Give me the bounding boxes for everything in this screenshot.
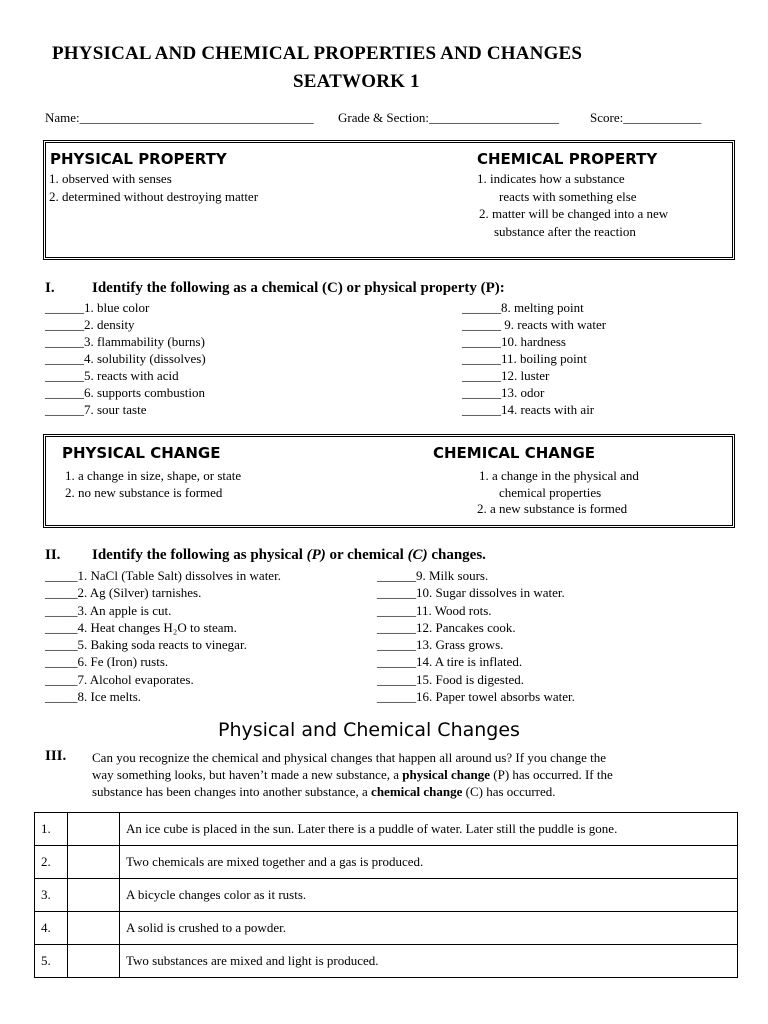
section-3-numeral: III. (45, 748, 67, 764)
list-item: _____7. Alcohol evaporates. (45, 671, 194, 687)
physical-property-item: 2. determined without destroying matter (49, 189, 259, 204)
list-item: ______3. flammability (burns) (45, 334, 205, 349)
list-item: ______7. sour taste (45, 402, 147, 417)
list-item: ______ 9. reacts with water (462, 317, 607, 332)
chemical-change-item: 1. a change in the physical and (479, 468, 639, 483)
worksheet-title: PHYSICAL AND CHEMICAL PROPERTIES AND CHANGES (52, 43, 583, 64)
chemical-change-item: 2. a new substance is formed (477, 501, 628, 516)
answer-cell[interactable] (68, 879, 120, 912)
list-item: ______12. Pancakes cook. (377, 619, 516, 635)
list-item: ______1. blue color (45, 300, 150, 315)
row-number: 2. (35, 846, 68, 879)
list-item: ______5. reacts with acid (45, 368, 179, 383)
list-item: ______14. reacts with air (462, 402, 595, 417)
section-2-right-list (377, 567, 575, 705)
table-row (35, 912, 738, 945)
physical-property-heading: PHYSICAL PROPERTY (50, 150, 227, 168)
section-2-left-list (45, 567, 281, 705)
row-text: A bicycle changes color as it rusts. (120, 879, 738, 912)
row-text: Two chemicals are mixed together and a gas is produced. (120, 846, 738, 879)
section-3-paragraph-line: substance has been changes into another substance, a chemical change (C) has occurred. (92, 784, 556, 799)
list-item: ______13. odor (462, 385, 545, 400)
section-1-instruction: Identify the following as a chemical (C) or physical property (P): (92, 280, 505, 296)
row-number: 3. (35, 879, 68, 912)
list-item: _____6. Fe (Iron) rusts. (45, 654, 169, 670)
row-text: An ice cube is placed in the sun. Later there is a puddle of water. Later still the puddle is gone. (120, 813, 738, 846)
row-number: 5. (35, 945, 68, 978)
section-2-numeral: II. (45, 547, 61, 563)
physical-property-item: 1. observed with senses (49, 171, 172, 186)
answer-cell[interactable] (68, 945, 120, 978)
changes-table (34, 812, 738, 978)
table-row (35, 846, 738, 879)
list-item: ______11. Wood rots. (377, 602, 492, 618)
list-item: _____8. Ice melts. (45, 689, 142, 705)
physical-change-heading: PHYSICAL CHANGE (62, 444, 221, 462)
score-field: Score:____________ (590, 110, 702, 125)
table-row (35, 945, 738, 978)
section-3-paragraph-line: way something looks, but haven’t made a new substance, a physical change (P) has occurred. If the (92, 767, 613, 782)
grade-section-field: Grade & Section:____________________ (338, 110, 559, 125)
list-item: ______6. supports combustion (45, 385, 205, 400)
chemical-change-heading: CHEMICAL CHANGE (433, 444, 595, 462)
list-item: ______2. density (45, 317, 135, 332)
worksheet-subtitle: SEATWORK 1 (293, 71, 420, 92)
list-item: _____3. An apple is cut. (45, 602, 172, 618)
list-item: ______10. Sugar dissolves in water. (377, 585, 565, 601)
chemical-property-heading: CHEMICAL PROPERTY (477, 150, 658, 168)
section-1-right-list (462, 299, 606, 418)
list-item: _____1. NaCl (Table Salt) dissolves in water. (45, 568, 281, 583)
table-row (35, 813, 738, 846)
answer-cell[interactable] (68, 813, 120, 846)
list-item: ______10. hardness (462, 334, 566, 349)
section-3-heading: Physical and Chemical Changes (218, 719, 520, 741)
list-item: ______15. Food is digested. (377, 671, 524, 687)
section-1-numeral: I. (45, 280, 55, 296)
list-item: ______9. Milk sours. (377, 568, 489, 583)
section-1-left-list (45, 299, 206, 418)
table-row (35, 879, 738, 912)
list-item: ______16. Paper towel absorbs water. (377, 689, 575, 705)
chemical-property-item: substance after the reaction (494, 224, 636, 239)
list-item: ______13. Grass grows. (377, 637, 504, 653)
physical-change-item: 1. a change in size, shape, or state (65, 468, 242, 483)
row-number: 1. (35, 813, 68, 846)
changes-definition-box (43, 434, 735, 528)
properties-definition-box (43, 140, 735, 260)
list-item: ______12. luster (462, 368, 550, 383)
row-number: 4. (35, 912, 68, 945)
chemical-property-item: reacts with something else (499, 189, 637, 204)
list-item: _____2. Ag (Silver) tarnishes. (45, 585, 202, 601)
chemical-change-item: chemical properties (499, 485, 602, 500)
list-item: ______11. boiling point (462, 351, 587, 366)
list-item: _____5. Baking soda reacts to vinegar. (45, 637, 247, 653)
list-item: ______8. melting point (462, 300, 584, 315)
chemical-property-item: 1. indicates how a substance (477, 171, 625, 186)
physical-change-item: 2. no new substance is formed (65, 485, 223, 500)
answer-cell[interactable] (68, 846, 120, 879)
list-item: ______14. A tire is inflated. (377, 654, 523, 670)
row-text: A solid is crushed to a powder. (120, 912, 738, 945)
list-item: _____4. Heat changes H₂O to steam. (45, 619, 237, 635)
row-text: Two substances are mixed and light is produced. (120, 945, 738, 978)
answer-cell[interactable] (68, 912, 120, 945)
chemical-property-item: 2. matter will be changed into a new (479, 206, 669, 221)
section-3-paragraph-line: Can you recognize the chemical and physical changes that happen all around us? If you change the (92, 750, 607, 765)
name-field: Name:____________________________________ (45, 110, 314, 125)
list-item: ______4. solubility (dissolves) (45, 351, 206, 366)
section-2-instruction: Identify the following as physical (P) or chemical (C) changes. (92, 547, 486, 563)
